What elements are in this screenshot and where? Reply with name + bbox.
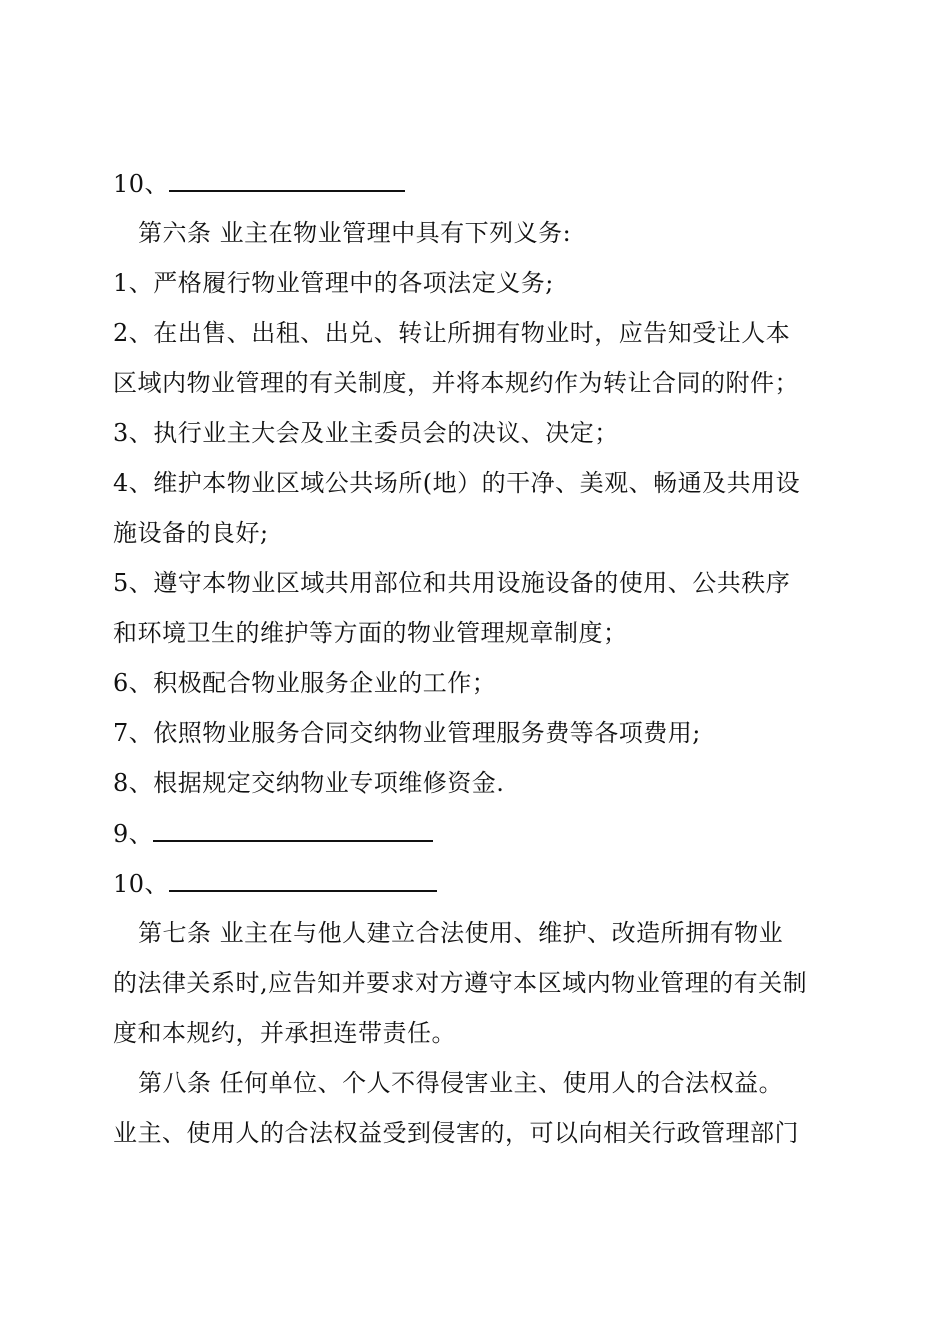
article-8-paragraph: 第八条 任何单位、个人不得侵害业主、使用人的合法权益。	[138, 1069, 784, 1097]
list-item: 8、根据规定交纳物业专项维修资金.	[113, 769, 505, 797]
paragraph-line: 度和本规约，并承担连带责任。	[113, 1019, 456, 1047]
list-item: 6、积极配合物业服务企业的工作；	[113, 669, 497, 697]
list-item: 3、执行业主大会及业主委员会的决议、决定；	[113, 419, 619, 447]
item-10-line: 10、	[113, 168, 405, 199]
list-item: 5、遵守本物业区域共用部位和共用设施设备的使用、公共秩序	[113, 569, 791, 597]
article-6-heading: 第六条 业主在物业管理中具有下列义务:	[138, 219, 572, 247]
article-7-paragraph: 第七条 业主在与他人建立合法使用、维护、改造所拥有物业	[138, 919, 784, 947]
item-10-line: 10、	[113, 868, 437, 899]
list-item: 4、维护本物业区域公共场所(地）的干净、美观、畅通及共用设	[113, 469, 801, 497]
fill-in-blank	[169, 168, 405, 192]
paragraph-line: 业主、使用人的合法权益受到侵害的，可以向相关行政管理部门	[113, 1119, 799, 1147]
fill-in-blank	[169, 868, 437, 892]
list-item-continuation: 施设备的良好;	[113, 519, 269, 547]
list-item-continuation: 区域内物业管理的有关制度，并将本规约作为转让合同的附件；	[113, 369, 799, 397]
item-9-line: 9、	[113, 818, 433, 849]
paragraph-line: 的法律关系时,应告知并要求对方遵守本区域内物业管理的有关制	[113, 969, 808, 997]
list-item: 7、依照物业服务合同交纳物业管理服务费等各项费用;	[113, 719, 701, 747]
list-item-continuation: 和环境卫生的维护等方面的物业管理规章制度；	[113, 619, 628, 647]
list-item: 2、在出售、出租、出兑、转让所拥有物业时，应告知受让人本	[113, 319, 791, 347]
list-item: 1、严格履行物业管理中的各项法定义务;	[113, 269, 554, 297]
fill-in-blank	[153, 818, 433, 842]
